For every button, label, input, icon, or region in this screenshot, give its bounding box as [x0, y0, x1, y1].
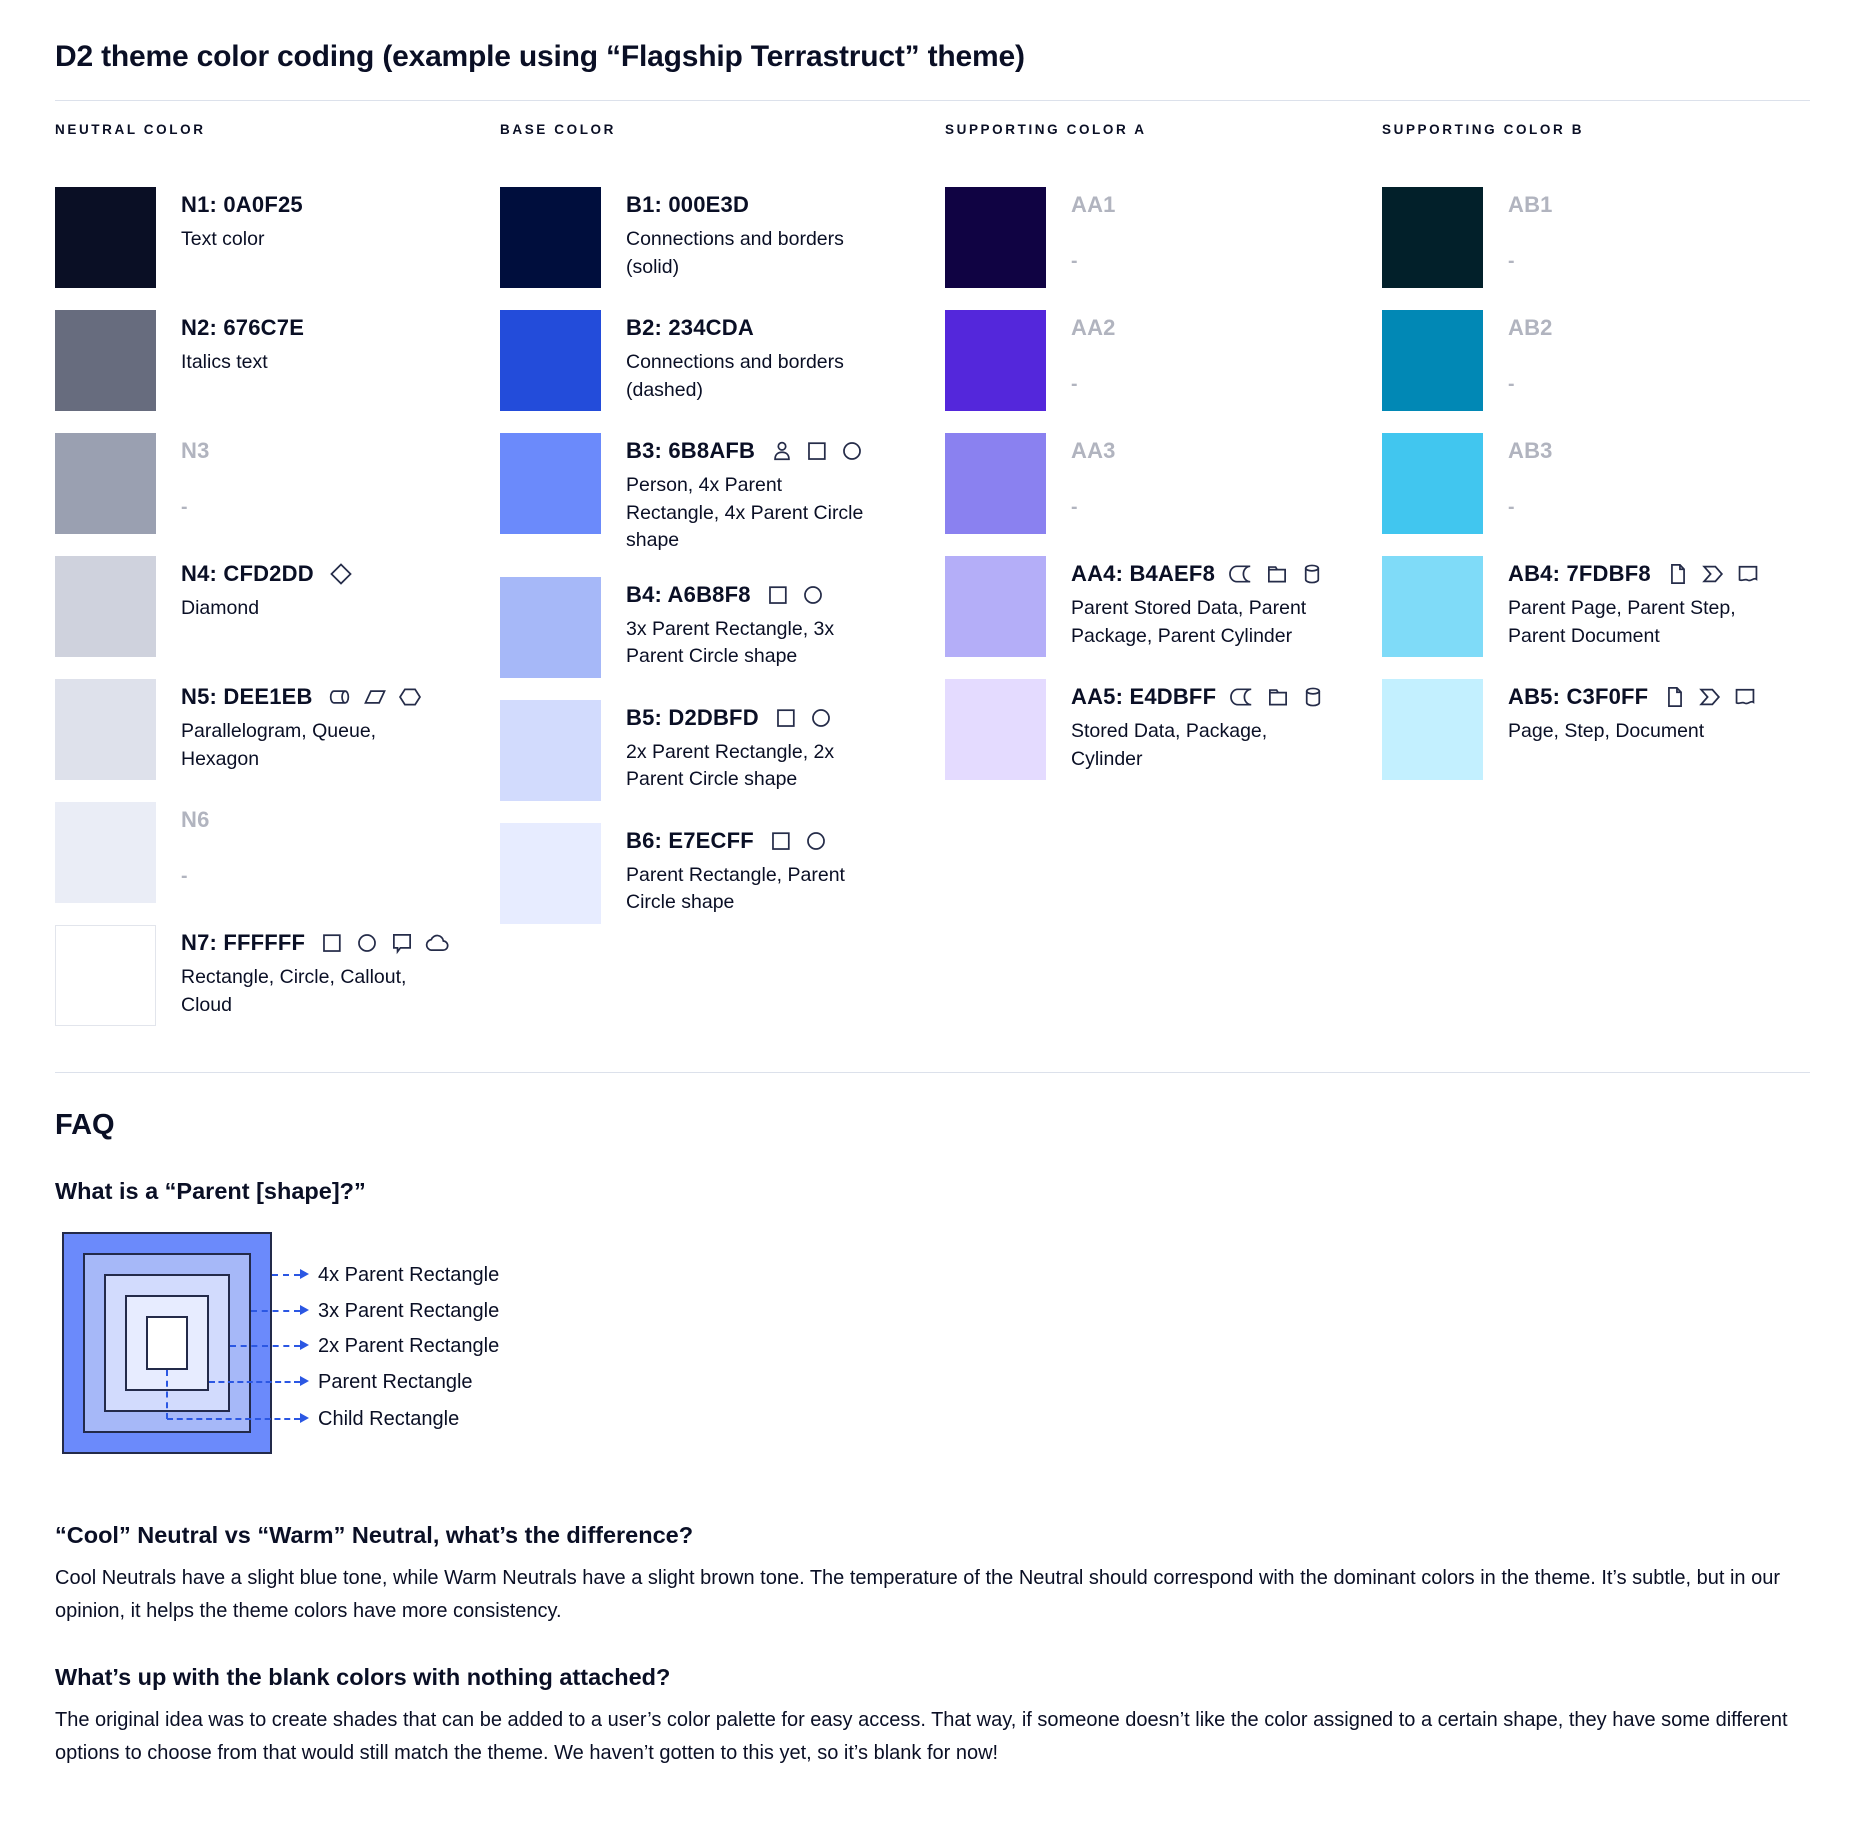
palette-row: [55, 925, 500, 1026]
faq-question-parent-shape: What is a “Parent [shape]?”: [55, 1178, 366, 1204]
stored-data-icon: [1230, 684, 1256, 710]
swatch-text: [1508, 679, 1758, 780]
color-swatch: [945, 433, 1046, 534]
swatch-label-line: [626, 192, 878, 218]
color-swatch: [945, 310, 1046, 411]
page-icon: [1665, 561, 1691, 587]
swatch-text: [626, 823, 878, 924]
color-swatch: [500, 577, 601, 678]
color-swatch: [500, 187, 601, 288]
palette-column-header: BASE COLOR: [500, 122, 617, 137]
parent-shape-diagram: [55, 1232, 1810, 1486]
arrow-head-icon: [300, 1340, 309, 1350]
color-swatch: [55, 802, 156, 903]
color-swatch: [55, 925, 156, 1026]
swatch-description: Rectangle, Circle, Callout, Cloud: [181, 966, 407, 1016]
swatch-description: Person, 4x Parent Rectangle, 4x Parent Circle shape: [626, 474, 864, 551]
faq-divider: [55, 1072, 1810, 1073]
shape-icons: [1662, 684, 1758, 710]
palette-row: [500, 187, 945, 288]
palette-row: [55, 433, 500, 534]
swatch-text: [626, 700, 878, 801]
swatch-label-line: [181, 684, 433, 710]
swatch-description: -: [181, 496, 188, 518]
palette-row: [55, 310, 500, 411]
diagram-label: 3x Parent Rectangle: [318, 1300, 500, 1322]
step-icon: [1700, 561, 1726, 587]
parallelogram-icon: [362, 684, 388, 710]
rectangle-icon: [319, 930, 345, 956]
palette-column: [500, 122, 945, 1048]
swatch-description: -: [1071, 250, 1078, 272]
swatch-label-line: [1071, 684, 1326, 710]
swatch-description: -: [1071, 496, 1078, 518]
swatch-description: Connections and borders (solid): [626, 228, 844, 278]
rectangle-icon: [765, 582, 791, 608]
rectangle-icon: [773, 705, 799, 731]
diagram-label: 2x Parent Rectangle: [318, 1335, 500, 1357]
swatch-label-line: [181, 930, 450, 956]
diagram-label: Child Rectangle: [318, 1408, 460, 1430]
swatch-description: -: [1508, 496, 1515, 518]
swatch-label: AB5: C3F0FF: [1508, 684, 1649, 709]
swatch-text: [1071, 187, 1116, 288]
swatch-label-line: [1071, 192, 1116, 218]
swatch-text: [626, 433, 878, 555]
shape-icons: [765, 582, 826, 608]
swatch-text: [181, 925, 450, 1026]
dashed-connector: [251, 1310, 300, 1312]
swatch-label-line: [181, 807, 210, 833]
palette-row: [500, 577, 945, 678]
swatch-label: AA2: [1071, 315, 1116, 340]
swatch-label: N7: FFFFFF: [181, 930, 306, 955]
circle-icon: [354, 930, 380, 956]
swatch-text: [181, 556, 354, 657]
swatch-label-line: [626, 705, 878, 731]
swatch-label-line: [1071, 438, 1116, 464]
swatch-text: [1071, 556, 1325, 657]
swatch-text: [181, 187, 303, 288]
swatch-label: B2: 234CDA: [626, 315, 754, 340]
palette-row: [945, 433, 1382, 534]
swatch-text: [626, 310, 878, 411]
swatch-label-line: [181, 315, 304, 341]
swatch-description: Diamond: [181, 597, 260, 619]
shape-icons: [1229, 561, 1325, 587]
color-swatch: [945, 187, 1046, 288]
swatch-description: Parent Rectangle, Parent Circle shape: [626, 863, 845, 913]
palette-row: [500, 700, 945, 801]
swatch-text: [1508, 310, 1553, 411]
palette-row: [500, 310, 945, 411]
cylinder-icon: [1300, 684, 1326, 710]
swatch-description: 3x Parent Rectangle, 3x Parent Circle shape: [626, 617, 835, 667]
palette-row: [945, 310, 1382, 411]
swatch-description: Connections and borders (dashed): [626, 351, 844, 401]
swatch-label-line: [626, 582, 878, 608]
swatch-text: [181, 679, 433, 780]
swatch-text: [1508, 556, 1761, 657]
shape-icons: [769, 438, 865, 464]
swatch-label: B3: 6B8AFB: [626, 438, 756, 463]
cloud-icon: [424, 930, 450, 956]
shape-icons: [768, 828, 829, 854]
rectangle-icon: [804, 438, 830, 464]
swatch-label-line: [181, 438, 210, 464]
swatch-description: 2x Parent Rectangle, 2x Parent Circle shape: [626, 740, 835, 790]
swatch-description: Parent Page, Parent Step, Parent Document: [1508, 597, 1736, 647]
swatch-text: [1071, 310, 1116, 411]
swatch-label: N3: [181, 438, 210, 463]
palette-row: [1382, 310, 1810, 411]
swatch-label-line: [1508, 561, 1761, 587]
swatch-text: [1508, 433, 1553, 534]
page-icon: [1662, 684, 1688, 710]
diagram-label: 4x Parent Rectangle: [318, 1264, 500, 1286]
color-swatch: [55, 433, 156, 534]
swatch-label: B5: D2DBFD: [626, 704, 759, 730]
dashed-connector: [209, 1381, 300, 1383]
palette-row: [945, 187, 1382, 288]
palette-row: [1382, 433, 1810, 534]
palette-row: [55, 556, 500, 657]
faq-question-blank-colors: What’s up with the blank colors with nothing attached?: [55, 1664, 671, 1690]
swatch-label-line: [1508, 192, 1553, 218]
swatch-label: AA3: [1071, 438, 1116, 463]
faq-answer-blank-colors: The original idea was to create shades that can be added to a user’s color palette for easy access. That way, if someone doesn’t like the color assigned to a certain shape, they have some different options to choose from that would still match the theme. We haven’t gotten to this yet, so it’s blank for now!: [55, 1709, 1788, 1764]
cylinder-icon: [1299, 561, 1325, 587]
color-swatch: [1382, 310, 1483, 411]
swatch-label: B1: 000E3D: [626, 192, 750, 217]
circle-icon: [839, 438, 865, 464]
swatch-label-line: [1508, 684, 1758, 710]
swatch-description: Parent Stored Data, Parent Package, Parent Cylinder: [1071, 597, 1307, 647]
faq-answer-cool-warm: Cool Neutrals have a slight blue tone, while Warm Neutrals have a slight brown tone. The temperature of the Neutral should correspond with the dominant colors in the theme. It’s subtle, but in our opinion, it helps the theme colors have more consistency.: [55, 1567, 1780, 1622]
color-swatch: [1382, 433, 1483, 534]
color-swatch: [1382, 187, 1483, 288]
swatch-label-line: [626, 438, 878, 464]
diamond-icon: [328, 561, 354, 587]
faq-question-cool-warm: “Cool” Neutral vs “Warm” Neutral, what’s the difference?: [55, 1522, 694, 1548]
arrow-head-icon: [300, 1376, 309, 1386]
palette-column: [1382, 122, 1810, 1048]
stored-data-icon: [1229, 561, 1255, 587]
person-icon: [769, 438, 795, 464]
rectangle-icon: [768, 828, 794, 854]
swatch-text: [181, 802, 210, 903]
dashed-connector-vertical: [166, 1370, 168, 1419]
swatch-text: [1508, 187, 1553, 288]
circle-icon: [800, 582, 826, 608]
arrow-head-icon: [300, 1413, 309, 1423]
package-icon: [1264, 561, 1290, 587]
shape-icons: [773, 705, 834, 731]
swatch-label: B4: A6B8F8: [626, 581, 751, 607]
color-swatch: [1382, 679, 1483, 780]
swatch-text: [626, 187, 878, 288]
palette-column-header: SUPPORTING COLOR A: [945, 122, 1147, 137]
swatch-label: AB4: 7FDBF8: [1508, 561, 1651, 586]
swatch-description: -: [1508, 250, 1515, 272]
swatch-text: [1071, 433, 1116, 534]
swatch-label-line: [1508, 315, 1553, 341]
swatch-label: AB3: [1508, 438, 1553, 463]
palette-row: [55, 679, 500, 780]
queue-icon: [327, 684, 353, 710]
palette-column-header: NEUTRAL COLOR: [55, 122, 206, 137]
palette-row: [55, 802, 500, 903]
swatch-label: AA5: E4DBFF: [1071, 684, 1217, 709]
swatch-label: AA4: B4AEF8: [1071, 561, 1216, 586]
swatch-text: [626, 577, 878, 678]
swatch-description: -: [1508, 373, 1515, 395]
step-icon: [1697, 684, 1723, 710]
swatch-label: N1: 0A0F25: [181, 192, 303, 217]
palette-row: [55, 187, 500, 288]
swatch-label: N2: 676C7E: [181, 315, 305, 340]
swatch-label-line: [1071, 315, 1116, 341]
color-swatch: [945, 679, 1046, 780]
swatch-label-line: [181, 561, 354, 587]
diagram-label: Parent Rectangle: [318, 1371, 473, 1393]
swatch-description: Text color: [181, 228, 265, 250]
callout-icon: [389, 930, 415, 956]
swatch-description: -: [1071, 373, 1078, 395]
palette-column: [945, 122, 1382, 1048]
swatch-label: N5: DEE1EB: [181, 684, 313, 709]
color-swatch: [1382, 556, 1483, 657]
swatch-label: AA1: [1071, 192, 1116, 217]
page-title: D2 theme color coding (example using “Flagship Terrastruct” theme): [55, 40, 1025, 73]
color-swatch: [945, 556, 1046, 657]
swatch-label-line: [1071, 561, 1325, 587]
palette-row: [500, 433, 945, 555]
palette-row: [945, 679, 1382, 780]
color-swatch: [500, 823, 601, 924]
arrow-head-icon: [300, 1305, 309, 1315]
swatch-description: Italics text: [181, 351, 268, 373]
hexagon-icon: [397, 684, 423, 710]
swatch-description: Parallelogram, Queue, Hexagon: [181, 720, 377, 770]
swatch-label-line: [626, 315, 878, 341]
palette-row: [500, 823, 945, 924]
swatch-text: [181, 433, 210, 534]
swatch-description: Page, Step, Document: [1508, 720, 1705, 742]
swatch-label: N6: [181, 807, 210, 832]
color-swatch: [500, 700, 601, 801]
shape-icons: [319, 930, 450, 956]
faq-heading: FAQ: [55, 1109, 115, 1141]
palette-row: [1382, 187, 1810, 288]
palette-column-header: SUPPORTING COLOR B: [1382, 122, 1585, 137]
arrow-head-icon: [300, 1269, 309, 1279]
color-swatch: [55, 556, 156, 657]
shape-icons: [1665, 561, 1761, 587]
swatch-label: N4: CFD2DD: [181, 561, 314, 586]
color-swatch: [500, 433, 601, 534]
palette-row: [945, 556, 1382, 657]
dashed-connector: [167, 1418, 300, 1420]
color-swatch: [500, 310, 601, 411]
circle-icon: [808, 705, 834, 731]
swatch-description: -: [181, 865, 188, 887]
color-swatch: [55, 187, 156, 288]
swatch-label-line: [181, 192, 303, 218]
circle-icon: [803, 828, 829, 854]
dashed-connector: [230, 1345, 300, 1347]
dashed-connector: [272, 1274, 300, 1276]
shape-icons: [327, 684, 423, 710]
package-icon: [1265, 684, 1291, 710]
document-icon: [1732, 684, 1758, 710]
palette-row: [1382, 556, 1810, 657]
swatch-label: B6: E7ECFF: [626, 827, 754, 853]
palette-grid: [55, 101, 1810, 1072]
swatch-description: Stored Data, Package, Cylinder: [1071, 720, 1268, 770]
document-icon: [1735, 561, 1761, 587]
swatch-label-line: [1508, 438, 1553, 464]
color-swatch: [55, 310, 156, 411]
shape-icons: [328, 561, 354, 587]
swatch-text: [1071, 679, 1326, 780]
swatch-text: [181, 310, 304, 411]
swatch-label: AB1: [1508, 192, 1553, 217]
shape-icons: [1230, 684, 1326, 710]
palette-column: [55, 122, 500, 1048]
color-swatch: [55, 679, 156, 780]
child-rectangle: [146, 1316, 188, 1370]
swatch-label: AB2: [1508, 315, 1553, 340]
swatch-label-line: [626, 828, 878, 854]
palette-row: [1382, 679, 1810, 780]
